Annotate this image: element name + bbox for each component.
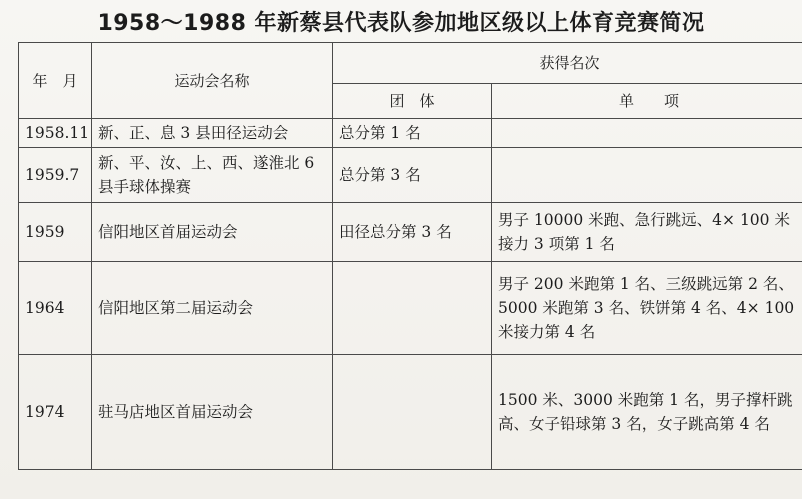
header-ranking: 获得名次 [333,43,802,84]
table-row [19,148,802,203]
cell-team-rank: 总分第 3 名 [333,148,492,203]
cell-single-rank [492,148,802,203]
cell-date: 1958.11 [19,119,92,148]
cell-date: 1974 [19,355,92,470]
cell-date: 1959.7 [19,148,92,203]
cell-event-name: 信阳地区第二届运动会 [92,262,333,355]
document-title: 1958～1988 年新蔡县代表队参加地区级以上体育竞赛简况 [97,11,705,36]
table-row [19,119,802,148]
competition-table [18,42,802,470]
table-row [19,355,802,470]
table-row [19,203,802,262]
cell-single-rank: 1500 米、3000 米跑第 1 名，男子撑杆跳高、女子铅球第 3 名，女子跳高第 4 名 [492,355,802,470]
cell-date: 1959 [19,203,92,262]
header-single: 单 项 [492,84,802,119]
header-date: 年 月 [19,43,92,119]
cell-team-rank [333,355,492,470]
cell-event-name: 新、平、汝、上、西、遂淮北 6 县手球体操赛 [92,148,333,203]
cell-team-rank: 总分第 1 名 [333,119,492,148]
cell-single-rank: 男子 200 米跑第 1 名、三级跳远第 2 名、5000 米跑第 3 名、铁饼第 4 名、4× 100 米接力第 4 名 [492,262,802,355]
cell-date: 1964 [19,262,92,355]
table-header-row [19,43,802,84]
cell-team-rank: 田径总分第 3 名 [333,203,492,262]
cell-single-rank [492,119,802,148]
cell-event-name: 新、正、息 3 县田径运动会 [92,119,333,148]
table-row [19,262,802,355]
cell-event-name: 驻马店地区首届运动会 [92,355,333,470]
cell-team-rank [333,262,492,355]
cell-single-rank: 男子 10000 米跑、急行跳远、4× 100 米接力 3 项第 1 名 [492,203,802,262]
header-team: 团 体 [333,84,492,119]
header-event-name: 运动会名称 [92,43,333,119]
cell-event-name: 信阳地区首届运动会 [92,203,333,262]
